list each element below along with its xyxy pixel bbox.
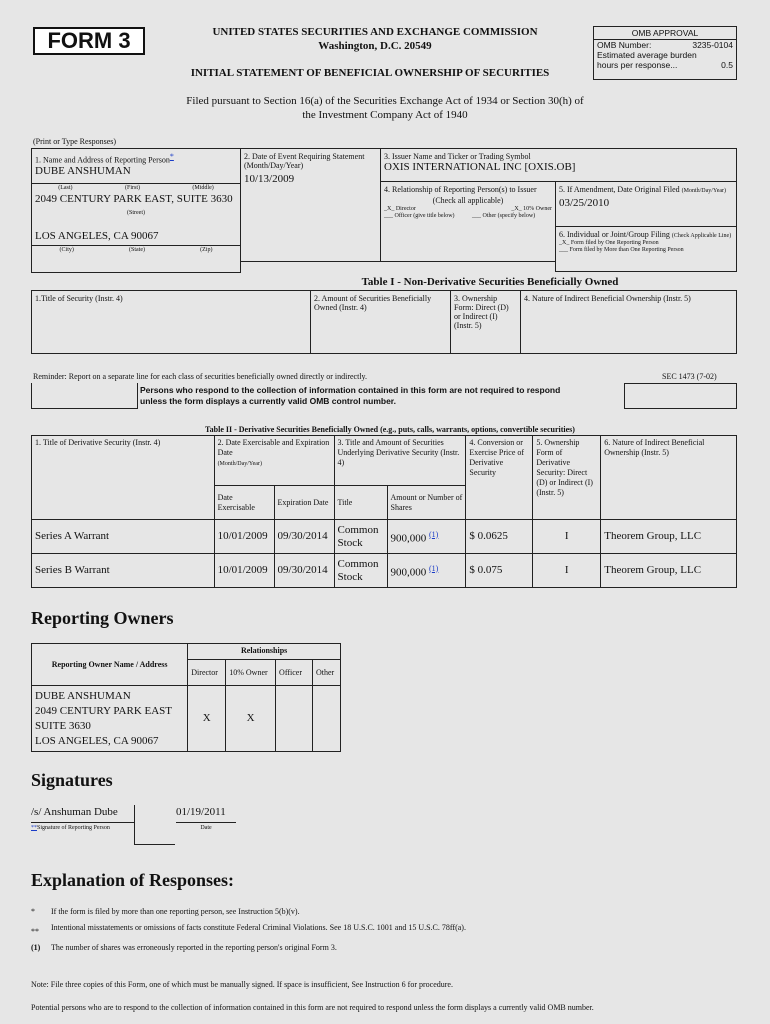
box5-label-small: (Month/Day/Year) [681, 188, 727, 194]
table2-title: Table II - Derivative Securities Beneficially Owned (e.g., puts, calls, warrants, options, convertible securities) [205, 425, 575, 434]
omb-approval-box [593, 26, 737, 80]
owner-mark: X [226, 686, 276, 752]
other-header: Other [312, 660, 340, 686]
box2-event-date [240, 148, 381, 262]
owner-line: SUITE 3630 [35, 719, 91, 732]
footnote-1-link[interactable]: (1) [429, 529, 439, 539]
table2-col1: 1. Title of Derivative Security (Instr. 4) [32, 436, 215, 520]
box1-reporting-person [31, 148, 241, 273]
director-mark: X [188, 686, 226, 752]
owner-line: DUBE ANSHUMAN [35, 689, 131, 702]
omb-number-value: 3235-0104 [692, 40, 733, 50]
reporting-owners-heading: Reporting Owners [31, 608, 174, 628]
zip-label: (Zip) [200, 246, 213, 253]
ownership-form: I [533, 520, 601, 554]
table2-col2-small: (Month/Day/Year) [217, 461, 262, 467]
officer-header: Officer [276, 660, 313, 686]
underlying-title: Common Stock [334, 554, 387, 588]
table1-col3 [450, 290, 521, 354]
derivative-title: Series A Warrant [32, 520, 215, 554]
signer-name: /s/ Anshuman Dube [31, 806, 118, 818]
omb-burden-value: 0.5 [721, 60, 733, 70]
table2-col4: 4. Conversion or Exercise Price of Derivative Security [466, 436, 533, 520]
list-item [31, 943, 731, 952]
omb-number-label: OMB Number: [597, 40, 652, 50]
owner-line: LOS ANGELES, CA 90067 [35, 734, 159, 747]
agency-line2: Washington, D.C. 20549 [318, 40, 432, 52]
amendment-date: 03/25/2010 [559, 197, 610, 209]
form-number: FORM 3 [47, 28, 131, 53]
omb-title: OMB APPROVAL [594, 27, 736, 40]
table2-col6: 6. Nature of Indirect Beneficial Ownership (Instr. 5) [601, 436, 737, 520]
signatures-heading: Signatures [31, 770, 113, 790]
box6-label: 6. Individual or Joint/Group Filing [559, 230, 670, 239]
print-note: (Print or Type Responses) [33, 137, 117, 146]
form-title: INITIAL STATEMENT OF BENEFICIAL OWNERSHIP OF SECURITIES [190, 67, 550, 79]
box1-star-link[interactable]: * [169, 152, 174, 161]
form-number-box [33, 27, 145, 55]
table1-col2-label: 2. Amount of Securities Beneficially Owned (Instr. 4) [314, 294, 432, 312]
table1-col1-label: 1.Title of Security (Instr. 4) [35, 294, 123, 303]
box2-label: 2. Date of Event Requiring Statement (Month/Day/Year) [244, 152, 365, 170]
reporting-person-name: DUBE ANSHUMAN [35, 164, 131, 177]
explanation-text: The number of shares was erroneously reported in the reporting person's original Form 3. [51, 943, 337, 952]
relationship-director: _X_ Director [384, 206, 416, 212]
sig-label: Signature of Reporting Person [37, 825, 110, 831]
last-label: (Last) [58, 184, 73, 191]
table1-title: Table I - Non-Derivative Securities Beneficially Owned [361, 276, 619, 288]
table1-col2 [310, 290, 451, 354]
expiration-date: 09/30/2014 [274, 520, 334, 554]
owner-line: 2049 CENTURY PARK EAST [35, 704, 173, 717]
underlying-amount: 900,000 [390, 566, 427, 579]
derivative-title: Series B Warrant [32, 554, 215, 588]
date-exercisable: 10/01/2009 [214, 554, 274, 588]
box5-label: 5. If Amendment, Date Original Filed [559, 185, 680, 194]
table-row [32, 686, 341, 752]
omb-burden-label2: hours per response... [597, 60, 678, 70]
reporting-owners-table [31, 643, 341, 752]
event-date: 10/13/2009 [244, 173, 295, 185]
street-label: (Street) [127, 209, 145, 216]
box4-relationship [380, 181, 556, 262]
middle-label: (Middle) [192, 184, 214, 191]
box1-label: 1. Name and Address of Reporting Person [35, 155, 170, 165]
box4-label: 4. Relationship of Reporting Person(s) to Issuer [384, 185, 537, 194]
box4-check: (Check all applicable) [432, 196, 504, 205]
table-row [32, 554, 737, 588]
owner-name-header: Reporting Owner Name / Address [32, 644, 188, 686]
omb-burden-label1: Estimated average burden [597, 50, 697, 60]
ownership-form: I [533, 554, 601, 588]
explanation-list [31, 907, 731, 952]
exercise-price: $ 0.0625 [466, 520, 533, 554]
city-value: LOS ANGELES, CA 90067 [35, 229, 159, 242]
relationship-officer: ___ Officer (give title below) [384, 213, 455, 219]
list-item [31, 923, 731, 936]
persons-notice-line1: Persons who respond to the collection of information contained in this form are not required to respond [140, 385, 561, 395]
filing-more: ___ Form filed by More than One Reporting Person [559, 247, 684, 253]
persons-notice-left [31, 383, 138, 409]
persons-notice-right [624, 383, 737, 409]
date-exercisable: 10/01/2009 [214, 520, 274, 554]
table1-col1 [31, 290, 311, 354]
filed-line1: Filed pursuant to Section 16(a) of the Securities Exchange Act of 1934 or Section 30(h) of [186, 95, 584, 107]
potential-text: Potential persons who are to respond to the collection of information contained in this form are not required to respond unless the form displays a currently valid OMB number. [31, 1003, 594, 1012]
sig-footnote-link[interactable]: ** [31, 825, 37, 831]
sec-code: SEC 1473 (7-02) [662, 372, 717, 381]
table1-col4 [520, 290, 737, 354]
table2-sub-amount: Amount or Number of Shares [387, 486, 466, 520]
agency-line1: UNITED STATES SECURITIES AND EXCHANGE COMMISSION [212, 26, 538, 38]
state-label: (State) [129, 246, 145, 253]
table2-col5: 5. Ownership Form of Derivative Security: Direct (D) or Indirect (I) (Instr. 5) [533, 436, 601, 520]
box6-label-small: (Check Applicable Line) [671, 233, 732, 239]
owner-header: 10% Owner [226, 660, 276, 686]
box3-issuer [380, 148, 737, 182]
ownership-nature: Theorem Group, LLC [601, 520, 737, 554]
table2-sub-title: Title [334, 486, 387, 520]
city-label: (City) [59, 246, 74, 253]
explanation-text: Intentional misstatements or omissions of facts constitute Federal Criminal Violations. See 18 U.S.C. 1001 and 15 U.S.C. 78ff(a). [51, 923, 466, 932]
filing-one: _X_ Form filed by One Reporting Person [559, 240, 659, 246]
filed-line2: the Investment Company Act of 1940 [302, 109, 468, 121]
box3-label: 3. Issuer Name and Ticker or Trading Symbol [384, 152, 531, 161]
persons-notice-line2: unless the form displays a currently valid OMB control number. [140, 396, 397, 406]
table2-sub-date-exercisable: Date Exercisable [214, 486, 274, 520]
table-row [32, 520, 737, 554]
explanation-heading: Explanation of Responses: [31, 870, 235, 890]
underlying-amount: 900,000 [390, 532, 427, 545]
relationships-header: Relationships [188, 644, 341, 660]
underlying-title: Common Stock [334, 520, 387, 554]
persons-notice [140, 385, 630, 407]
ownership-nature: Theorem Group, LLC [601, 554, 737, 588]
note-text: Note: File three copies of this Form, one of which must be manually signed. If space is insufficient, See Instruction 6 for procedure. [31, 980, 453, 989]
table2-sub-expiration: Expiration Date [274, 486, 334, 520]
table2 [31, 435, 737, 588]
date-block [176, 806, 236, 832]
table1-col3-label: 3. Ownership Form: Direct (D) or Indirect (I) (Instr. 5) [454, 294, 509, 330]
signature-gap [135, 805, 175, 845]
relationship-other: ___ Other (specify below) [472, 213, 536, 219]
table2-col2: 2. Date Exercisable and Expiration Date [217, 438, 330, 457]
box6-filing [555, 226, 737, 272]
issuer-name: OXIS INTERNATIONAL INC [OXIS.OB] [384, 161, 576, 173]
exercise-price: $ 0.075 [466, 554, 533, 588]
explanation-text: If the form is filed by more than one reporting person, see Instruction 5(b)(v). [51, 907, 300, 916]
explanation-mark: (1) [31, 943, 41, 952]
relationship-owner: _X_ 10% Owner [511, 206, 552, 212]
table2-col3: 3. Title and Amount of Securities Underlying Derivative Security (Instr. 4) [334, 436, 466, 486]
footnote-1-link[interactable]: (1) [429, 563, 439, 573]
signature-date: 01/19/2011 [176, 806, 226, 818]
table1-col4-label: 4. Nature of Indirect Beneficial Ownership (Instr. 5) [524, 294, 691, 303]
date-label: Date [176, 822, 236, 832]
signature-block [31, 806, 135, 832]
director-header: Director [188, 660, 226, 686]
reminder: Reminder: Report on a separate line for each class of securities beneficially owned directly or indirectly. [33, 372, 368, 381]
first-label: (First) [124, 184, 140, 191]
explanation-mark: ** [31, 927, 39, 936]
list-item [31, 907, 731, 916]
box5-amendment [555, 181, 737, 227]
explanation-mark: * [31, 907, 35, 916]
street-value: 2049 CENTURY PARK EAST, SUITE 3630 [35, 192, 233, 205]
expiration-date: 09/30/2014 [274, 554, 334, 588]
